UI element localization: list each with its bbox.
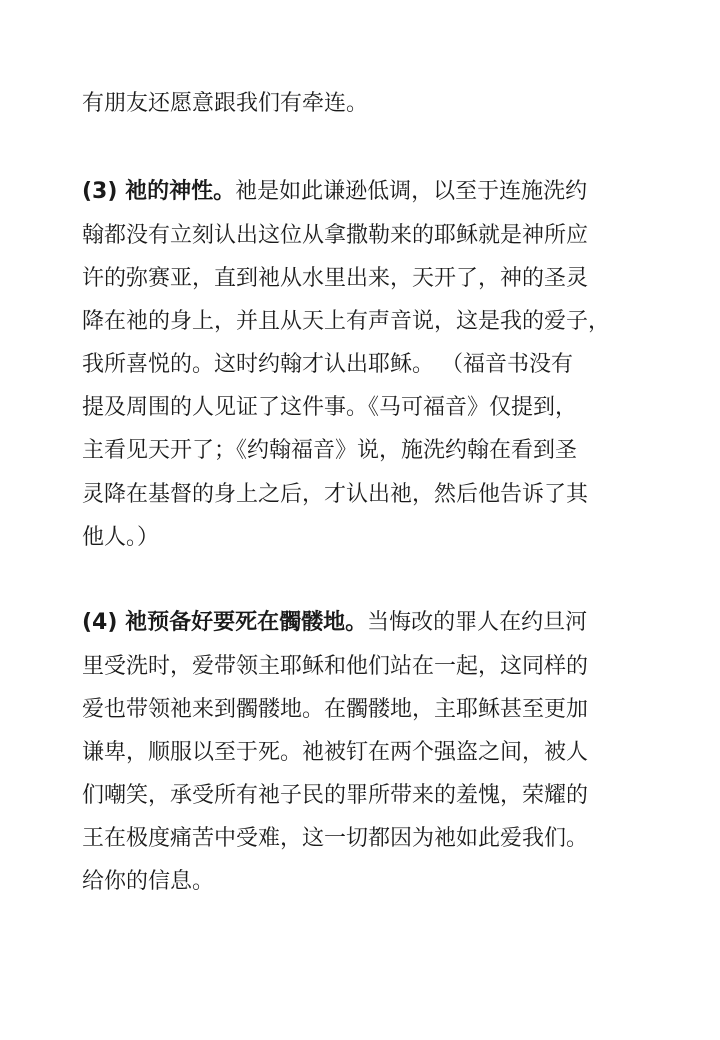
section-4-line: 爱也带领祂来到髑髅地。在髑髅地，主耶稣甚至更加 [82,697,589,722]
section-4-line: 给你的信息。 [82,869,215,894]
section-3-line: 主看见天开了；《约翰福音》说，施洗约翰在看到圣 [82,438,578,463]
intro-line [82,89,368,119]
section-4-line: 王在极度痛苦中受难，这一切都因为祂如此爱我们。 [82,826,589,851]
section-3-first-line [82,177,587,207]
section-3-line: 翰都没有立刻认出这位从拿撒勒来的耶稣就是神所应 [82,223,589,248]
section-4-line: 谦卑，顺服以至于死。祂被钉在两个强盗之间，被人 [82,740,589,765]
section-3-line: 降在祂的身上，并且从天上有声音说，这是我的爱子， [82,309,611,334]
section-3-line: 我所喜悦的。这时约翰才认出耶稣。 （福音书没有 [82,352,573,377]
intro-text: 有朋友还愿意跟我们有牵连。 [82,91,369,116]
section-4-line: 里受洗时，爱带领主耶稣和他们站在一起，这同样的 [82,654,589,679]
section-4-first-line [82,608,587,638]
section-3-heading: (3) 祂的神性。 [82,179,236,204]
section-4-line: 们嘲笑，承受所有祂子民的罪所带来的羞愧，荣耀的 [82,783,589,808]
section-3-line: 提及周围的人见证了这件事。《马可福音》仅提到， [82,395,578,420]
section-3-line: 他人。） [82,525,160,550]
section-3-line: 许的弥赛亚，直到祂从水里出来，天开了，神的圣灵 [82,266,589,291]
section-4-text: 当悔改的罪人在约旦河 [367,610,588,635]
section-3-text: 祂是如此谦逊低调，以至于连施洗约 [235,179,588,204]
section-4-heading: (4) 祂预备好要死在髑髅地。 [82,610,368,635]
section-3-line: 灵降在基督的身上之后，才认出祂，然后他告诉了其 [82,482,589,507]
